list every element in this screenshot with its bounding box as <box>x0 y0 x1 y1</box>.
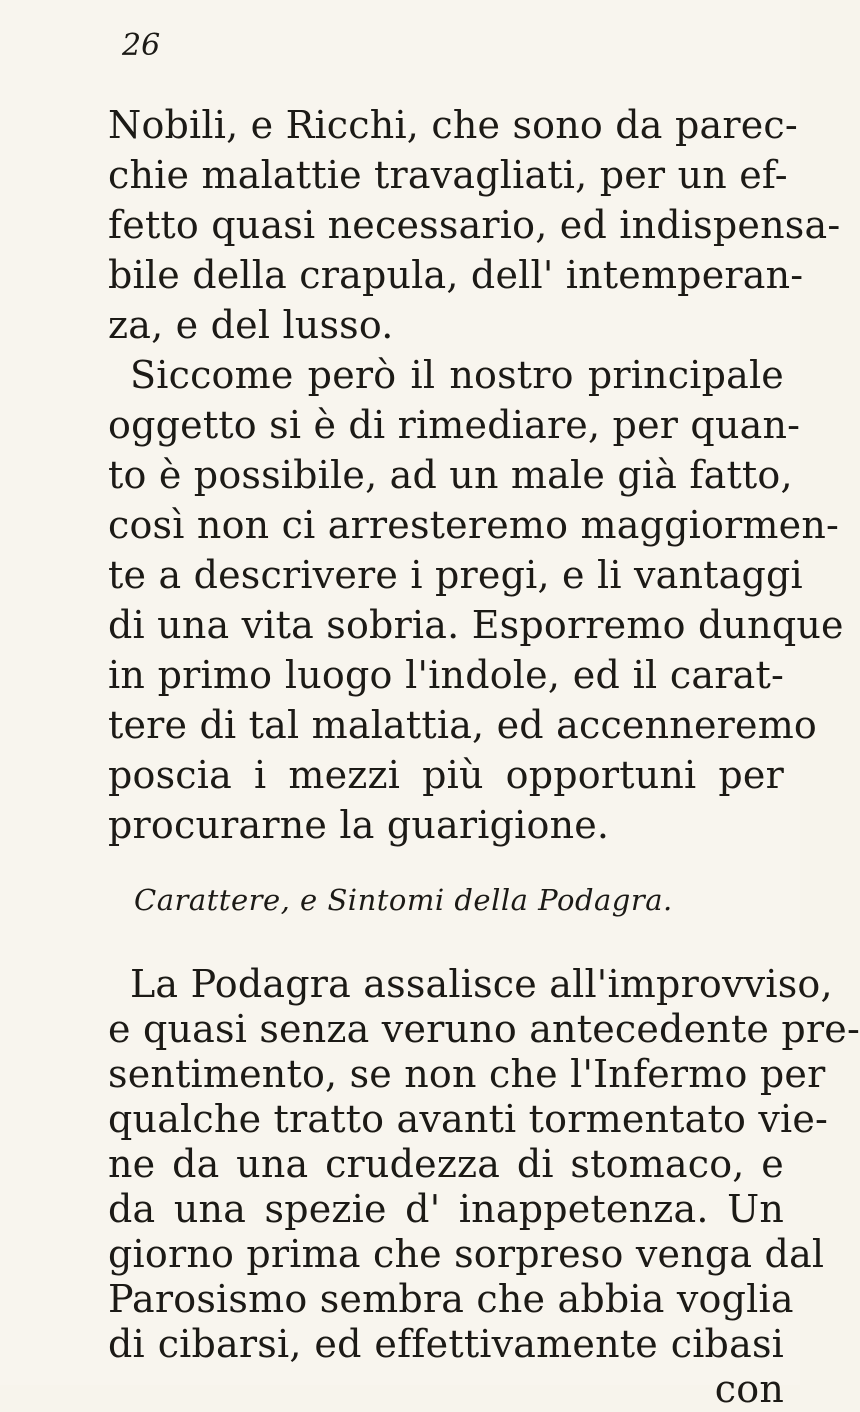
section-heading: Carattere, e Sintomi della Podagra. <box>134 883 673 917</box>
text-line: da una spezie d' inappetenza. Un <box>108 1187 784 1231</box>
text-line: e quasi senza veruno antecedente pre- <box>108 1007 860 1051</box>
text-line: Siccome però il nostro principale <box>130 353 784 397</box>
text-line: fetto quasi necessario, ed indispensa- <box>108 203 841 247</box>
text-line: chie malattie travagliati, per un ef- <box>108 153 788 197</box>
text-line: in primo luogo l'indole, ed il carat- <box>108 653 784 697</box>
text-line: di una vita sobria. Esporremo dunque <box>108 603 844 647</box>
page-number: 26 <box>122 28 161 63</box>
text-line: sentimento, se non che l'Infermo per <box>108 1052 826 1096</box>
text-line: Nobili, e Ricchi, che sono da parec- <box>108 103 798 147</box>
text-line: te a descrivere i pregi, e li vantaggi <box>108 553 803 597</box>
text-line: tere di tal malattia, ed accenneremo <box>108 703 818 747</box>
text-line: procurarne la guarigione. <box>108 803 610 847</box>
text-line: qualche tratto avanti tormentato vie- <box>108 1097 829 1141</box>
text-line: così non ci arresteremo maggiormen- <box>108 503 840 547</box>
text-line: to è possibile, ad un male già fatto, <box>108 453 793 497</box>
text-line: di cibarsi, ed effettivamente cibasi <box>108 1322 784 1366</box>
text-line: poscia i mezzi più opportuni per <box>108 753 784 797</box>
catchword: con <box>714 1367 784 1411</box>
text-line: Parosismo sembra che abbia voglia <box>108 1277 794 1321</box>
text-line: La Podagra assalisce all'improvviso, <box>130 962 833 1006</box>
text-line: giorno prima che sorpreso venga dal <box>108 1232 825 1276</box>
text-line: oggetto si è di rimediare, per quan- <box>108 403 801 447</box>
text-line: za, e del lusso. <box>108 303 394 347</box>
text-line: bile della crapula, dell' intemperan- <box>108 253 804 297</box>
text-line: ne da una crudezza di stomaco, e <box>108 1142 784 1186</box>
